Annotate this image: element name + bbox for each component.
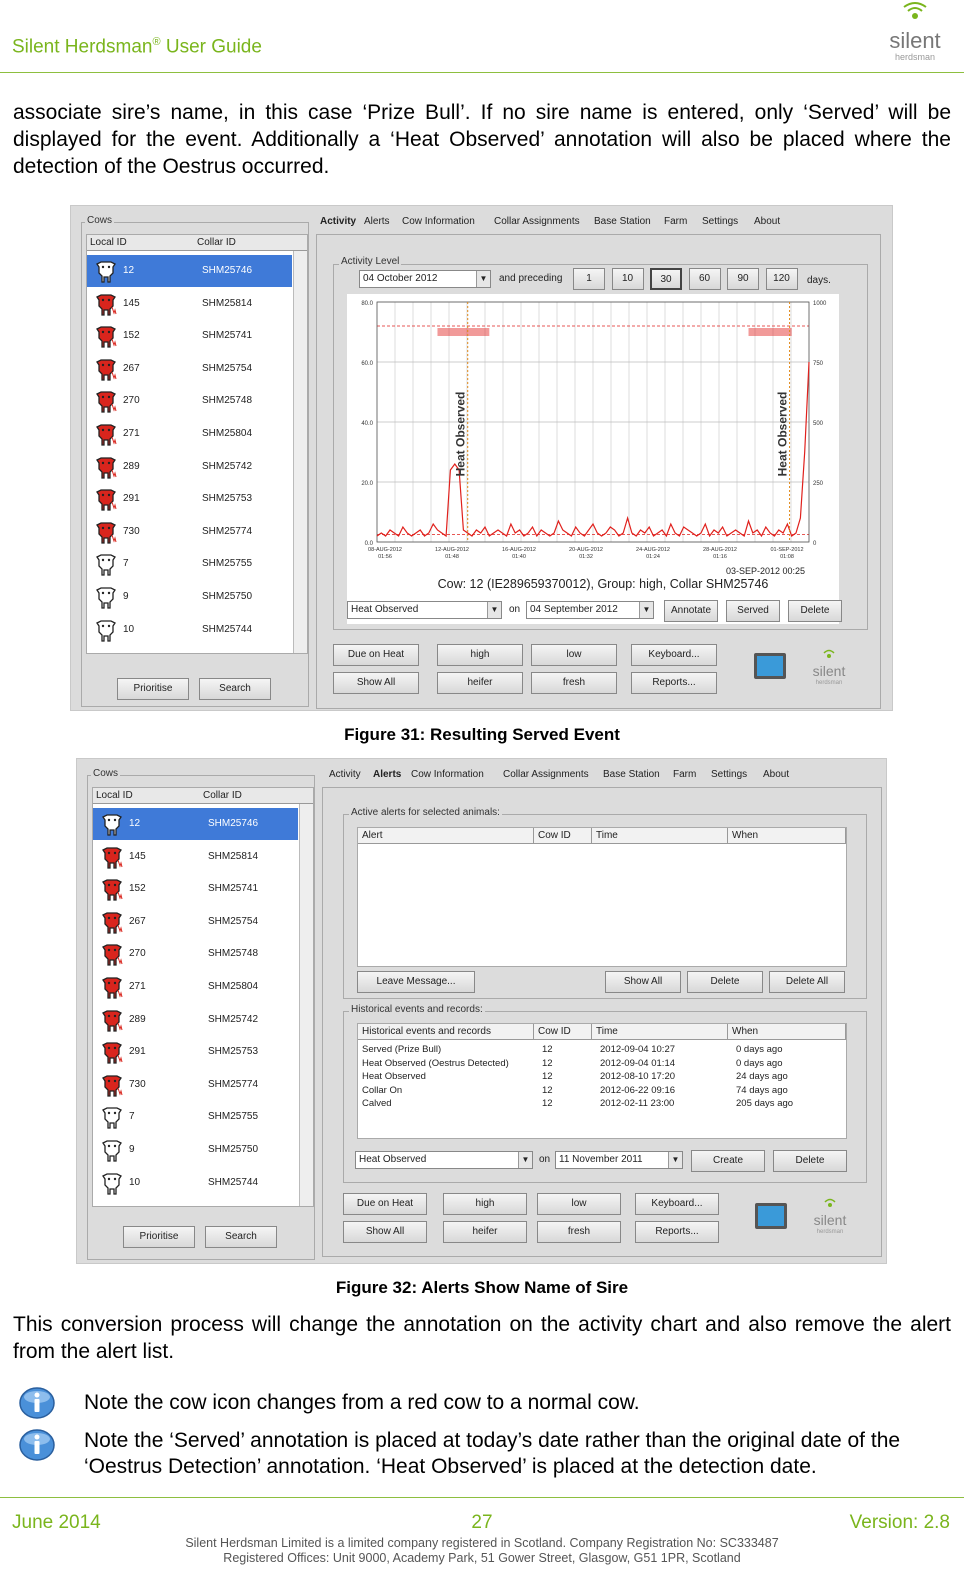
cow-list-item[interactable] xyxy=(87,320,292,352)
fresh-button[interactable]: fresh xyxy=(531,672,617,694)
activity-chart-svg xyxy=(347,294,839,624)
header-rule xyxy=(0,72,964,73)
column-header[interactable]: Cow ID xyxy=(534,828,592,844)
figure-31-caption: Figure 31: Resulting Served Event xyxy=(344,725,620,744)
reports-button[interactable]: Reports... xyxy=(631,672,717,694)
cow-local-id: 271 xyxy=(129,981,146,992)
cow-local-id: 289 xyxy=(129,1013,146,1025)
tab-farm[interactable]: Farm xyxy=(673,769,697,780)
cow-local-id: 10 xyxy=(123,623,135,635)
due-on-heat-button[interactable]: Due on Heat xyxy=(343,1193,427,1215)
chart-timestamp: 03-SEP-2012 00:25 xyxy=(725,566,805,576)
cow-list-item[interactable] xyxy=(93,1134,298,1166)
svg-text:silent: silent xyxy=(813,1212,847,1228)
figure-32-screenshot xyxy=(76,758,887,1264)
cow-collar-id: SHM25742 xyxy=(202,460,253,472)
cow-list-item[interactable] xyxy=(87,516,292,548)
history-time: 2012-09-04 01:14 xyxy=(600,1057,676,1069)
note-2: Note the ‘Served’ annotation is placed at today’s date rather than the original date of the ‘Oestrus Detection’ annotation. ‘Heat Observed’ is placed at the detection date. xyxy=(84,1429,901,1478)
tab-activity[interactable]: Activity xyxy=(320,216,357,227)
cow-list-item[interactable] xyxy=(93,841,298,873)
cow-list-item[interactable] xyxy=(93,808,298,840)
tab-collar-assignments[interactable]: Collar Assignments xyxy=(503,769,589,780)
red-cow-icon xyxy=(93,421,119,447)
column-header[interactable]: Cow ID xyxy=(534,1024,592,1040)
days-120-button[interactable]: 120 xyxy=(766,268,798,290)
prioritise-button[interactable]: Prioritise xyxy=(123,1226,195,1248)
cow-local-id: 267 xyxy=(129,915,146,927)
active-alerts-label: Active alerts for selected animals: xyxy=(351,807,500,818)
cow-local-id: 152 xyxy=(129,883,146,895)
on-label: on xyxy=(539,1154,551,1165)
history-cow-id: 12 xyxy=(542,1098,553,1109)
activity-chart xyxy=(347,294,839,624)
reports-button[interactable]: Reports... xyxy=(635,1221,719,1243)
footer-date: June 2014 xyxy=(12,1512,101,1533)
tab-alerts[interactable]: Alerts xyxy=(364,216,390,227)
cow-list-item[interactable] xyxy=(93,1004,298,1036)
prioritise-button[interactable]: Prioritise xyxy=(117,678,189,700)
show-all-button[interactable]: Show All xyxy=(333,672,419,694)
cow-collar-id: SHM25804 xyxy=(208,981,259,992)
x-tick-label: 16-AUG-2012 xyxy=(502,547,536,553)
cow-icon xyxy=(99,811,125,837)
tab-collar-assignments[interactable]: Collar Assignments xyxy=(494,216,580,227)
days-10-button[interactable]: 10 xyxy=(612,268,644,290)
red-cow-icon xyxy=(99,1007,125,1033)
activity-level-label: Activity Level xyxy=(341,256,400,267)
history-when: 74 days ago xyxy=(736,1084,788,1096)
cow-collar-id: SHM25753 xyxy=(202,493,253,505)
x-tick-label: 01:56 xyxy=(378,554,392,560)
cow-local-id: 145 xyxy=(129,850,146,862)
high-button[interactable]: high xyxy=(437,644,523,666)
cow-icon xyxy=(93,551,119,577)
silent-herdsman-small-logo xyxy=(807,1195,853,1237)
cow-collar-id: SHM25748 xyxy=(202,395,253,407)
history-when: 0 days ago xyxy=(736,1044,783,1055)
due-on-heat-button[interactable]: Due on Heat xyxy=(333,644,419,666)
x-tick-label: 01:32 xyxy=(579,554,593,560)
tab-about[interactable]: About xyxy=(754,216,781,227)
cow-collar-id: SHM25814 xyxy=(208,850,259,862)
footer-page-number: 27 xyxy=(471,1512,493,1533)
cow-local-id: 7 xyxy=(123,558,129,570)
delete-annotation-button[interactable]: Delete xyxy=(788,600,842,622)
historical-label: Historical events and records: xyxy=(351,1004,483,1015)
intro-paragraph: associate sire’s name, in this case ‘Prize Bull’. If no sire name is entered, only ‘Served’ will be displayed for the event. Additionally a ‘Heat Observed’ annotation will also be placed where the detection of the Oestrus occurred. xyxy=(13,101,951,178)
cow-list-item[interactable] xyxy=(87,353,292,385)
figure-32-caption: Figure 32: Alerts Show Name of Sire xyxy=(335,1278,629,1297)
red-cow-icon xyxy=(93,291,119,317)
footer-company-line: Silent Herdsman Limited is a limited company registered in Scotland. Company Registration No: SC333487 xyxy=(185,1536,779,1550)
delete-annotation-button[interactable]: Delete xyxy=(773,1150,847,1172)
footer-version: Version: 2.8 xyxy=(849,1512,950,1533)
red-cow-icon xyxy=(99,844,125,870)
cow-list-item[interactable] xyxy=(93,1167,298,1199)
cow-local-id: 152 xyxy=(123,330,140,342)
cow-collar-id: SHM25744 xyxy=(202,623,253,635)
cow-local-id: 291 xyxy=(129,1046,146,1058)
days-label: days. xyxy=(807,275,831,286)
tab-settings[interactable]: Settings xyxy=(711,769,748,780)
x-tick-label: 24-AUG-2012 xyxy=(636,547,670,553)
cow-local-id: 270 xyxy=(129,948,146,960)
history-cow-id: 12 xyxy=(542,1044,553,1055)
cow-icon xyxy=(93,584,119,610)
cow-list-item[interactable] xyxy=(93,906,298,938)
cow-collar-id: SHM25741 xyxy=(208,883,259,895)
cow-list-item[interactable] xyxy=(93,1036,298,1068)
days-1-button[interactable]: 1 xyxy=(573,268,605,290)
svg-text:silent: silent xyxy=(812,663,846,679)
cow-local-id: 289 xyxy=(123,460,140,472)
cow-icon xyxy=(99,1104,125,1130)
cows-group-label: Cows xyxy=(87,215,113,226)
silent-herdsman-small-logo xyxy=(806,646,852,688)
annotation-date-select[interactable]: 11 November 2011 ▼ xyxy=(555,1151,683,1169)
fresh-button[interactable]: fresh xyxy=(537,1221,621,1243)
cows-group-label: Cows xyxy=(93,768,119,779)
red-cow-icon xyxy=(99,974,125,1000)
tab-alerts[interactable]: Alerts xyxy=(373,769,402,780)
days-90-button[interactable]: 90 xyxy=(727,268,759,290)
cow-list-header: Local ID Collar ID xyxy=(87,235,308,251)
footer-address-line: Registered Offices: Unit 9000, Academy Park, 51 Gower Street, Glasgow, G51 1PR, Scotland xyxy=(223,1551,741,1565)
x-tick-label: 12-AUG-2012 xyxy=(435,547,469,553)
heifer-button[interactable]: heifer xyxy=(437,672,523,694)
red-cow-icon xyxy=(93,519,119,545)
history-when: 24 days ago xyxy=(736,1071,788,1082)
history-cow-id: 12 xyxy=(542,1084,553,1096)
y2-tick-label: 750 xyxy=(813,361,824,367)
column-header[interactable]: When xyxy=(728,828,846,844)
red-cow-icon xyxy=(93,323,119,349)
cow-list-item[interactable] xyxy=(87,418,292,450)
cow-collar-id: SHM25750 xyxy=(208,1144,259,1155)
cow-icon xyxy=(93,258,119,284)
y-tick-label: 60.0 xyxy=(361,361,373,367)
cow-collar-id: SHM25742 xyxy=(208,1013,259,1025)
red-cow-icon xyxy=(99,909,125,935)
monitor-icon[interactable] xyxy=(754,653,786,679)
annotation-type-select[interactable]: Heat Observed ▼ xyxy=(355,1151,533,1169)
cow-list-item[interactable] xyxy=(87,451,292,483)
chart-title: Cow: 12 (IE289659370012), Group: high, Collar SHM25746 xyxy=(437,577,769,591)
delete-alert-button[interactable]: Delete xyxy=(687,971,763,993)
cow-collar-id: SHM25804 xyxy=(202,428,253,439)
cow-collar-id: SHM25753 xyxy=(208,1046,259,1058)
cow-local-id: 730 xyxy=(129,1078,146,1090)
cow-collar-id: SHM25741 xyxy=(202,330,253,342)
cow-list-item[interactable] xyxy=(87,548,292,580)
cow-list[interactable] xyxy=(86,234,308,654)
cow-local-id: 12 xyxy=(123,265,135,276)
cow-collar-id: SHM25748 xyxy=(208,948,259,960)
annotate-button[interactable]: Annotate xyxy=(664,600,718,622)
cow-list-header: Local ID Collar ID xyxy=(93,788,314,804)
history-event: Served (Prize Bull) xyxy=(362,1044,442,1055)
cow-collar-id: SHM25750 xyxy=(202,591,253,602)
svg-text:silent: silent xyxy=(889,28,941,53)
x-tick-label: 01:24 xyxy=(646,554,660,560)
x-tick-label: 01:08 xyxy=(780,554,794,560)
cow-icon xyxy=(99,1137,125,1163)
cow-collar-id: SHM25774 xyxy=(202,525,253,537)
annotation-type-select[interactable]: Heat Observed ▼ xyxy=(347,601,502,619)
svg-text:herdsman: herdsman xyxy=(815,680,843,686)
column-header[interactable]: Time xyxy=(592,1024,728,1040)
show-all-alerts-button[interactable]: Show All xyxy=(605,971,681,993)
history-cow-id: 12 xyxy=(542,1057,553,1069)
footer-rule xyxy=(0,1497,964,1498)
history-event: Collar On xyxy=(362,1084,403,1096)
column-header[interactable]: Alert xyxy=(358,828,534,844)
history-when: 0 days ago xyxy=(736,1057,783,1069)
alert-list[interactable] xyxy=(357,827,847,967)
search-button[interactable]: Search xyxy=(205,1226,277,1248)
x-tick-label: 01:48 xyxy=(445,554,459,560)
history-time: 2012-02-11 23:00 xyxy=(600,1098,675,1109)
annotation-date-select[interactable]: 04 September 2012 ▼ xyxy=(526,601,654,619)
y-tick-label: 40.0 xyxy=(361,421,373,427)
cow-collar-id: SHM25774 xyxy=(208,1078,259,1090)
tab-cow-information[interactable]: Cow Information xyxy=(411,769,484,780)
historical-list[interactable] xyxy=(357,1023,847,1139)
y-tick-label: 20.0 xyxy=(361,481,373,487)
y2-tick-label: 0 xyxy=(813,541,817,547)
red-cow-icon xyxy=(93,454,119,480)
cow-list-item[interactable] xyxy=(87,581,292,613)
cow-list-item[interactable] xyxy=(93,1101,298,1133)
and-preceding-label: and preceding xyxy=(499,273,563,284)
cow-collar-id: SHM25746 xyxy=(208,818,259,829)
tab-cow-information[interactable]: Cow Information xyxy=(402,216,475,227)
on-label: on xyxy=(509,604,521,615)
silent-herdsman-logo xyxy=(880,0,950,68)
cow-list-item[interactable] xyxy=(87,614,292,646)
column-header[interactable]: Time xyxy=(592,828,728,844)
cow-list-item[interactable] xyxy=(93,1069,298,1101)
annotation-label: Heat Observed xyxy=(775,391,790,477)
red-cow-icon xyxy=(99,941,125,967)
tab-base-station[interactable]: Base Station xyxy=(594,216,651,227)
x-tick-label: 08-AUG-2012 xyxy=(368,547,402,553)
conversion-paragraph: This conversion process will change the annotation on the activity chart and also remove the alert from the alert list. xyxy=(13,1313,951,1363)
column-header[interactable]: Historical events and records xyxy=(358,1024,534,1040)
heat-band xyxy=(749,328,792,336)
cow-list-item[interactable] xyxy=(87,255,292,287)
cow-list-item[interactable] xyxy=(87,288,292,320)
days-60-button[interactable]: 60 xyxy=(689,268,721,290)
header-title: Silent Herdsman® User Guide xyxy=(12,36,262,58)
create-annotation-button[interactable]: Create xyxy=(691,1150,765,1172)
monitor-icon[interactable] xyxy=(755,1203,787,1229)
cow-collar-id: SHM25755 xyxy=(208,1111,259,1123)
cow-list-item[interactable] xyxy=(93,971,298,1003)
history-time: 2012-06-22 09:16 xyxy=(600,1084,676,1096)
search-button[interactable]: Search xyxy=(199,678,271,700)
days-30-button[interactable]: 30 xyxy=(650,268,682,290)
cow-local-id: 145 xyxy=(123,297,140,309)
info-icon xyxy=(18,1428,56,1462)
cow-collar-id: SHM25814 xyxy=(202,297,253,309)
heifer-button[interactable]: heifer xyxy=(443,1221,527,1243)
cow-local-id: 267 xyxy=(123,362,140,374)
cow-collar-id: SHM25755 xyxy=(202,558,253,570)
cow-local-id: 291 xyxy=(123,493,140,505)
y2-tick-label: 1000 xyxy=(813,301,827,307)
cow-list-scrollbar[interactable] xyxy=(293,251,307,654)
history-time: 2012-09-04 10:27 xyxy=(600,1044,676,1055)
history-cow-id: 12 xyxy=(542,1071,553,1082)
tab-activity[interactable]: Activity xyxy=(329,769,361,780)
cow-list-item[interactable] xyxy=(93,938,298,970)
x-tick-label: 01-SEP-2012 xyxy=(770,547,804,553)
y2-tick-label: 500 xyxy=(813,421,824,427)
history-when: 205 days ago xyxy=(736,1098,794,1109)
red-cow-icon xyxy=(99,1072,125,1098)
cow-list-item[interactable] xyxy=(87,483,292,515)
cow-collar-id: SHM25744 xyxy=(208,1176,259,1188)
cow-local-id: 270 xyxy=(123,395,140,407)
cow-local-id: 10 xyxy=(129,1176,141,1188)
cow-list[interactable] xyxy=(92,787,314,1207)
cow-local-id: 9 xyxy=(129,1144,135,1155)
cow-list-item[interactable] xyxy=(93,873,298,905)
column-header[interactable]: When xyxy=(728,1024,846,1040)
x-tick-label: 20-AUG-2012 xyxy=(569,547,603,553)
red-cow-icon xyxy=(93,356,119,382)
cow-local-id: 9 xyxy=(123,591,129,602)
red-cow-icon xyxy=(99,1039,125,1065)
figure-31-screenshot xyxy=(70,205,893,711)
leave-message-button[interactable]: Leave Message... xyxy=(357,971,475,993)
cow-local-id: 12 xyxy=(129,818,141,829)
heat-band xyxy=(437,328,489,336)
note-1: Note the cow icon changes from a red cow to a normal cow. xyxy=(84,1391,640,1414)
tab-about[interactable]: About xyxy=(763,769,790,780)
keyboard-button[interactable]: Keyboard... xyxy=(635,1193,719,1215)
tab-farm[interactable]: Farm xyxy=(664,216,688,227)
x-tick-label: 28-AUG-2012 xyxy=(703,547,737,553)
y-tick-label: 0.0 xyxy=(364,541,373,547)
show-all-button[interactable]: Show All xyxy=(343,1221,427,1243)
high-button[interactable]: high xyxy=(443,1193,527,1215)
cow-collar-id: SHM25754 xyxy=(202,362,253,374)
svg-text:herdsman: herdsman xyxy=(816,1229,844,1235)
x-tick-label: 01:40 xyxy=(512,554,526,560)
cow-collar-id: SHM25746 xyxy=(202,265,253,276)
delete-all-alerts-button[interactable]: Delete All xyxy=(769,971,845,993)
history-event: Calved xyxy=(362,1098,392,1109)
tab-base-station[interactable]: Base Station xyxy=(603,769,660,780)
y-tick-label: 80.0 xyxy=(361,301,373,307)
cow-list-scrollbar[interactable] xyxy=(299,804,313,1207)
keyboard-button[interactable]: Keyboard... xyxy=(631,644,717,666)
low-button[interactable]: low xyxy=(537,1193,621,1215)
annotation-label: Heat Observed xyxy=(453,391,468,477)
info-icon xyxy=(18,1386,56,1420)
y2-tick-label: 250 xyxy=(813,481,824,487)
cow-collar-id: SHM25754 xyxy=(208,915,259,927)
history-event: Heat Observed (Oestrus Detected) xyxy=(362,1057,509,1069)
tab-settings[interactable]: Settings xyxy=(702,216,739,227)
cow-local-id: 7 xyxy=(129,1111,135,1123)
history-time: 2012-08-10 17:20 xyxy=(600,1071,676,1082)
cow-icon xyxy=(99,1170,125,1196)
cow-list-item[interactable] xyxy=(87,385,292,417)
cow-icon xyxy=(93,617,119,643)
history-event: Heat Observed xyxy=(362,1071,426,1082)
red-cow-icon xyxy=(93,486,119,512)
x-tick-label: 01:16 xyxy=(713,554,727,560)
low-button[interactable]: low xyxy=(531,644,617,666)
red-cow-icon xyxy=(99,876,125,902)
cow-local-id: 730 xyxy=(123,525,140,537)
served-button[interactable]: Served xyxy=(726,600,780,622)
cow-local-id: 271 xyxy=(123,428,140,439)
red-cow-icon xyxy=(93,388,119,414)
activity-date-select[interactable]: 04 October 2012 ▼ xyxy=(359,270,491,288)
svg-text:herdsman: herdsman xyxy=(894,52,936,62)
